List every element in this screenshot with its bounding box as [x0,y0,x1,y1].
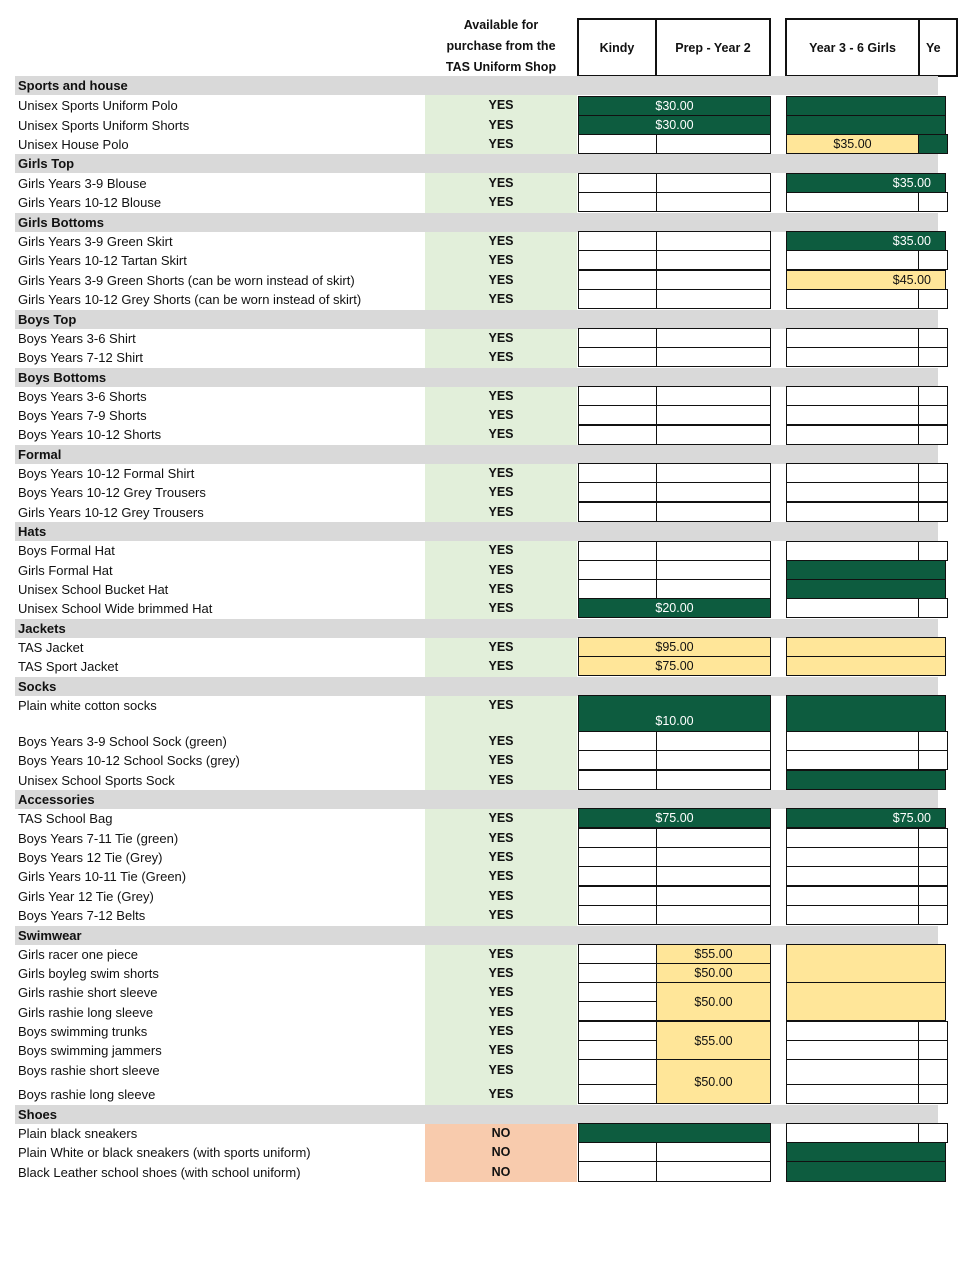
empty-cell [656,828,771,848]
empty-cell [578,463,657,483]
price-cell: $20.00 [578,598,771,618]
column-header-year3-6-girls: Year 3 - 6 Girls [785,18,920,77]
empty-cell [578,1084,657,1104]
empty-cell [786,328,919,348]
price-cell [786,770,946,790]
item-label: Girls boyleg swim shorts [18,966,159,981]
price-cell: $95.00 [578,637,771,657]
section-band [15,310,938,329]
section-band [15,368,938,387]
empty-cell [786,731,919,751]
price-cell: $55.00 [656,1021,771,1060]
item-label: TAS School Bag [18,811,113,826]
empty-cell [656,250,771,270]
price-cell [786,656,946,676]
section-band [15,790,938,809]
empty-cell [578,886,657,906]
section-title: Sports and house [18,78,128,93]
empty-cell [656,905,771,925]
column-header-kindy: Kindy [577,18,657,77]
empty-cell [918,482,948,502]
availability-value: YES [488,292,514,306]
empty-cell [786,750,919,770]
availability-header-line: Available for [463,18,539,32]
empty-cell [786,482,919,502]
item-label: Boys Years 3-9 School Sock (green) [18,734,227,749]
section-title: Girls Top [18,156,75,171]
empty-cell [786,192,919,212]
empty-cell [656,482,771,502]
empty-cell [578,944,657,964]
availability-value: YES [488,698,514,712]
empty-cell [786,502,919,522]
section-title: Accessories [18,792,95,807]
empty-cell [578,1021,657,1041]
empty-cell [918,598,948,618]
availability-value: YES [488,734,514,748]
empty-cell [578,770,657,790]
item-label: Girls rashie long sleeve [18,1005,154,1020]
item-label: Boys Years 10-12 School Socks (grey) [18,753,240,768]
empty-cell [656,405,771,425]
empty-cell [578,328,657,348]
item-label: Boys swimming trunks [18,1024,148,1039]
availability-header [425,15,577,78]
empty-cell [578,386,657,406]
empty-cell [656,289,771,309]
section-title: Boys Bottoms [18,370,107,385]
empty-cell [656,770,771,790]
availability-value: YES [488,601,514,615]
availability-value: YES [488,253,514,267]
section-band [15,154,938,173]
availability-value: YES [488,1063,514,1077]
item-label: Unisex School Bucket Hat [18,582,169,597]
empty-cell [578,482,657,502]
empty-cell [656,847,771,867]
empty-cell [578,250,657,270]
empty-cell [578,1161,657,1182]
empty-cell [786,828,919,848]
empty-cell [578,270,657,290]
availability-value: YES [488,118,514,132]
section-title: Hats [18,524,47,539]
item-label: Boys Years 3-6 Shirt [18,331,136,346]
section-band [15,445,938,464]
price-cell [786,982,946,1021]
item-label: Boys Years 7-11 Tie (green) [18,831,179,846]
empty-cell [918,1021,948,1041]
section-band [15,213,938,232]
price-cell: $50.00 [656,963,771,983]
empty-cell [786,1084,919,1104]
section-band [15,522,938,541]
empty-cell [578,560,657,580]
empty-cell [578,982,657,1002]
price-cell [918,134,948,154]
price-cell [786,560,946,580]
availability-value: YES [488,1087,514,1101]
section-title: Boys Top [18,312,77,327]
price-cell [578,1123,771,1143]
empty-cell [656,541,771,561]
price-cell: $50.00 [656,1059,771,1104]
availability-value: YES [488,753,514,767]
empty-cell [578,192,657,212]
availability-value: YES [488,543,514,557]
availability-value: YES [488,811,514,825]
empty-cell [578,905,657,925]
empty-cell [786,541,919,561]
empty-cell [918,463,948,483]
empty-cell [786,463,919,483]
availability-value: YES [488,1005,514,1019]
availability-value: YES [488,176,514,190]
availability-value: YES [488,389,514,403]
empty-cell [918,1123,948,1143]
section-title: Jackets [18,621,66,636]
item-label: Unisex School Sports Sock [18,773,175,788]
availability-value: NO [491,1126,511,1140]
empty-cell [656,560,771,580]
empty-cell [656,579,771,599]
price-value: $10.00 [655,714,694,728]
item-label: Unisex School Wide brimmed Hat [18,601,213,616]
price-cell: $35.00 [786,134,919,154]
empty-cell [656,192,771,212]
item-label: Boys Years 10-12 Formal Shirt [18,466,195,481]
empty-cell [656,386,771,406]
price-cell: $50.00 [656,982,771,1021]
price-cell [786,944,946,983]
empty-cell [918,847,948,867]
availability-value: YES [488,659,514,673]
availability-value: YES [488,640,514,654]
price-cell: $35.00 [786,173,946,193]
availability-value: YES [488,1024,514,1038]
item-label: Boys Years 12 Tie (Grey) [18,850,163,865]
empty-cell [786,425,919,445]
empty-cell [578,1001,657,1021]
empty-cell [918,425,948,445]
empty-cell [578,579,657,599]
availability-value: YES [488,985,514,999]
availability-value: YES [488,466,514,480]
empty-cell [918,750,948,770]
empty-cell [578,847,657,867]
availability-value: YES [488,137,514,151]
availability-value: YES [488,908,514,922]
availability-value: YES [488,408,514,422]
item-label: Plain White or black sneakers (with sports uniform) [18,1145,311,1160]
availability-value: YES [488,234,514,248]
empty-cell [656,463,771,483]
item-label: Boys rashie short sleeve [18,1063,160,1078]
item-label: Boys Years 7-12 Shirt [18,350,144,365]
item-label: Girls rashie short sleeve [18,985,158,1000]
item-label: Girls Years 3-9 Blouse [18,176,147,191]
empty-cell [786,289,919,309]
item-label: TAS Jacket [18,640,84,655]
empty-cell [918,905,948,925]
availability-value: YES [488,850,514,864]
item-label: Unisex Sports Uniform Shorts [18,118,190,133]
empty-cell [578,173,657,193]
empty-cell [578,347,657,367]
empty-cell [786,405,919,425]
empty-cell [656,173,771,193]
empty-cell [578,541,657,561]
empty-cell [578,231,657,251]
price-cell: $30.00 [578,115,771,135]
empty-cell [656,886,771,906]
section-title: Shoes [18,1107,58,1122]
price-cell: $45.00 [786,270,946,290]
empty-cell [918,502,948,522]
empty-cell [918,328,948,348]
empty-cell [578,289,657,309]
empty-cell [656,1161,771,1182]
empty-cell [578,1059,657,1085]
item-label: Boys Years 10-12 Grey Trousers [18,485,206,500]
section-band [15,619,938,638]
item-label: TAS Sport Jacket [18,659,119,674]
empty-cell [786,598,919,618]
empty-cell [786,1021,919,1041]
item-label: Boys rashie long sleeve [18,1087,156,1102]
availability-value: NO [491,1165,511,1179]
item-label: Boys swimming jammers [18,1043,162,1058]
availability-value: YES [488,889,514,903]
empty-cell [786,866,919,886]
section-title: Socks [18,679,57,694]
item-label: Boys Formal Hat [18,543,115,558]
empty-cell [786,1040,919,1060]
price-cell [786,115,946,135]
empty-cell [918,1059,948,1085]
item-label: Girls Year 12 Tie (Grey) [18,889,154,904]
empty-cell [578,963,657,983]
empty-cell [578,750,657,770]
empty-cell [656,328,771,348]
price-cell: $75.00 [578,808,771,828]
price-cell [786,96,946,116]
empty-cell [578,1142,657,1162]
availability-value: YES [488,966,514,980]
empty-cell [656,425,771,445]
availability-value: YES [488,582,514,596]
section-band [15,926,938,945]
price-cell: $35.00 [786,231,946,251]
price-cell: $75.00 [786,808,946,828]
item-label: Boys Years 3-6 Shorts [18,389,147,404]
column-header-prep-year2: Prep - Year 2 [655,18,771,77]
empty-cell [656,866,771,886]
availability-value: NO [491,1145,511,1159]
price-cell [786,695,946,732]
empty-cell [786,886,919,906]
section-band [15,677,938,696]
availability-value: YES [488,98,514,112]
price-cell: $30.00 [578,96,771,116]
price-cell [786,1142,946,1162]
price-cell [786,637,946,657]
empty-cell [656,270,771,290]
column-header-partial: Ye [918,18,958,77]
section-title: Girls Bottoms [18,215,104,230]
empty-cell [578,828,657,848]
item-label: Plain white cotton socks [18,698,157,713]
empty-cell [656,134,771,154]
price-cell [578,695,771,732]
item-label: Girls Years 3-9 Green Shorts (can be worn instead of skirt) [18,273,355,288]
empty-cell [578,425,657,445]
empty-cell [578,405,657,425]
empty-cell [918,386,948,406]
empty-cell [786,905,919,925]
empty-cell [918,347,948,367]
empty-cell [786,1123,919,1143]
item-label: Boys Years 7-9 Shorts [18,408,147,423]
availability-value: YES [488,869,514,883]
price-cell: $55.00 [656,944,771,964]
availability-value: YES [488,350,514,364]
item-label: Girls racer one piece [18,947,138,962]
availability-value: YES [488,773,514,787]
empty-cell [918,731,948,751]
item-label: Boys Years 7-12 Belts [18,908,146,923]
section-title: Swimwear [18,928,82,943]
empty-cell [656,731,771,751]
empty-cell [656,502,771,522]
item-label: Black Leather school shoes (with school uniform) [18,1165,301,1180]
empty-cell [578,866,657,886]
empty-cell [918,192,948,212]
empty-cell [786,1059,919,1085]
section-band [15,1105,938,1124]
availability-value: YES [488,563,514,577]
empty-cell [656,347,771,367]
item-label: Girls Formal Hat [18,563,113,578]
empty-cell [656,231,771,251]
availability-value: YES [488,273,514,287]
price-cell [786,579,946,599]
empty-cell [578,1040,657,1060]
availability-value: YES [488,195,514,209]
item-label: Girls Years 10-12 Grey Shorts (can be worn instead of skirt) [18,292,362,307]
item-label: Girls Years 10-12 Grey Trousers [18,505,204,520]
availability-value: YES [488,505,514,519]
empty-cell [918,405,948,425]
item-label: Unisex House Polo [18,137,129,152]
availability-value: YES [488,1043,514,1057]
empty-cell [918,866,948,886]
item-label: Plain black sneakers [18,1126,138,1141]
availability-value: YES [488,331,514,345]
empty-cell [918,541,948,561]
item-label: Girls Years 10-12 Tartan Skirt [18,253,187,268]
empty-cell [918,828,948,848]
availability-header-line: purchase from the [446,39,556,53]
empty-cell [786,250,919,270]
availability-value: YES [488,831,514,845]
availability-value: YES [488,947,514,961]
item-label: Girls Years 3-9 Green Skirt [18,234,173,249]
empty-cell [578,134,657,154]
empty-cell [656,1142,771,1162]
section-band [15,76,938,95]
empty-cell [786,347,919,367]
section-title: Formal [18,447,62,462]
empty-cell [918,886,948,906]
empty-cell [578,731,657,751]
empty-cell [918,1084,948,1104]
empty-cell [918,250,948,270]
empty-cell [918,289,948,309]
availability-value: YES [488,485,514,499]
availability-value: YES [488,427,514,441]
empty-cell [578,502,657,522]
item-label: Boys Years 10-12 Shorts [18,427,162,442]
empty-cell [786,386,919,406]
item-label: Unisex Sports Uniform Polo [18,98,178,113]
item-label: Girls Years 10-11 Tie (Green) [18,869,187,884]
empty-cell [786,847,919,867]
price-cell [786,1161,946,1182]
price-cell: $75.00 [578,656,771,676]
empty-cell [656,750,771,770]
item-label: Girls Years 10-12 Blouse [18,195,162,210]
availability-header-line: TAS Uniform Shop [445,60,557,74]
empty-cell [918,1040,948,1060]
